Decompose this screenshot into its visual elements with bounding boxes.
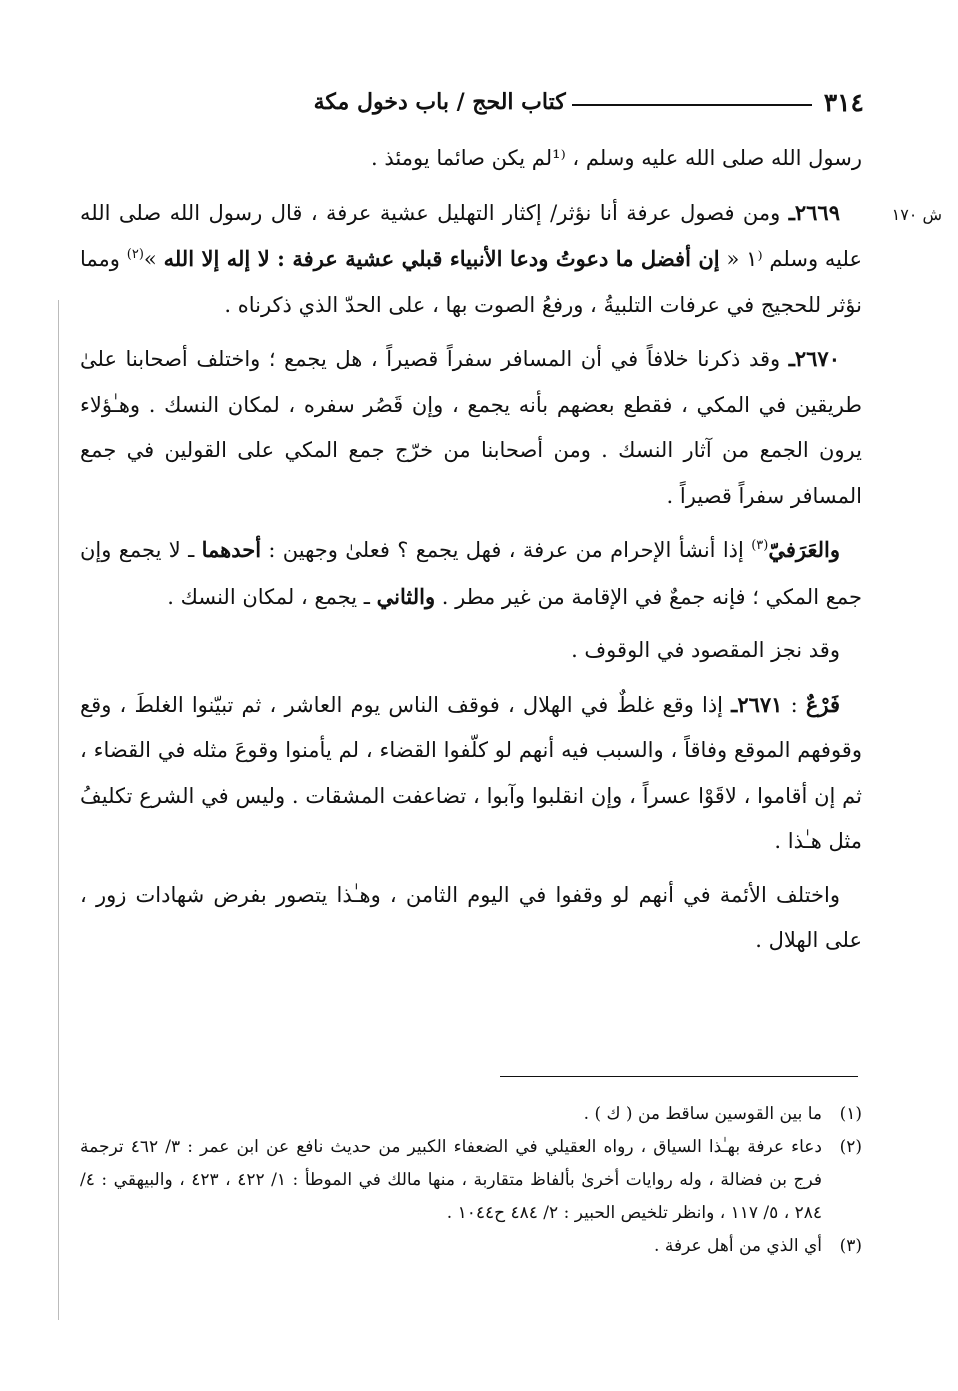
paragraph-last: واختلف الأئمة في أنهم لو وقفوا في اليوم الثامن ، وهـٰذا يتصور بفرض شهادات زور ، على الهلال . <box>80 882 862 952</box>
main-text <box>80 136 862 964</box>
hadith-text: إن أفضل ما دعوتُ ودعا الأنبياء قبلي عشية عرفة : لا إله إلا الله <box>163 246 720 271</box>
footnote-separator <box>500 1076 858 1077</box>
footnote-text: ما بين القوسين ساقط من ( ك ) . <box>583 1104 822 1124</box>
paragraph-2669 <box>80 190 862 329</box>
far-label: فَرْعٌ <box>805 691 840 717</box>
footnote-number: (٣) <box>839 1236 862 1256</box>
header-title: كتاب الحج / باب دخول مكة <box>313 89 566 115</box>
paragraph-2670 <box>80 336 862 519</box>
paragraph-number: ٢٦٦٩ـ <box>788 199 840 225</box>
footnote-text: دعاء عرفة بهـٰذا السياق ، رواه العقيلي في الضعفاء الكبير من حديث نافع عن ابن عمر : ٣/ ٤٦٢ ترجمة فرج بن فضالة ، وله روايات أخرىٰ بألفاظ متقاربة ، منها مالك في الموطأ : ١/ ٤٢٢ ، ٤٢٣ ، والبيهقي : ٤/ ٢٨٤ ، ٥/ ١١٧ ، وانظر تلخيص الحبير : ٢/ ٤٨٤ ح١٠٤٤ . <box>80 1137 822 1223</box>
paragraph-text: وقد ذكرنا خلافاً في أن المسافر سفراً قصيراً ، هل يجمع ؛ واختلف أصحابنا علىٰ طريقين في المكي ، فقطع بعضهم بأنه يجمع ، وإن قَصُر سفره ، لمكان النسك . وهـٰؤلاء يرون الجمع من آثار النسك . ومن أصحابنا من خرّج جمع المكي على القولين في جمع المسافر سفراً قصيراً . <box>80 347 862 508</box>
footnote-ref: (٢) <box>126 247 144 262</box>
paragraph-continuation: رسول الله صلى الله عليه وسلم ، ⁽¹لم يكن صائما يومئذ . <box>371 146 862 170</box>
footnote-item <box>80 1131 862 1230</box>
paragraph-text: » <box>143 247 164 271</box>
paragraph-text: ـ يجمع ، لمكان النسك . <box>167 584 377 609</box>
footnote-ref: (٣) <box>751 538 769 553</box>
term-bold: والعَرَفيّ <box>768 537 840 562</box>
footnote-number: (١) <box>839 1104 862 1124</box>
scan-edge-line <box>58 300 59 1320</box>
paragraph-wuquf: وقد نجز المقصود في الوقوف . <box>571 638 840 662</box>
running-header <box>78 82 864 122</box>
footnote-item <box>80 1098 862 1131</box>
margin-note: ش ١٧٠ <box>891 205 942 224</box>
paragraph-text: ـ لا يجمع وإن جمع المكي ؛ فإنه جمعٌ في الإقامة من غير مطر . <box>80 538 862 609</box>
footnotes <box>80 1098 862 1263</box>
paragraph-text: ومما نؤثر للحجيج في عرفات التلبيةُ ، ورفعُ الصوت بها ، على الحدّ الذي ذكرناه . <box>80 247 862 317</box>
footnote-item <box>80 1230 862 1263</box>
term-bold: والثاني <box>376 583 436 609</box>
term-bold: أحدهما <box>201 537 262 562</box>
paragraph-arafi <box>80 527 862 620</box>
paragraph-number: ٢٦٧١ـ <box>731 691 783 717</box>
page-number: ٣١٤ <box>823 87 864 117</box>
paragraph-text: ومن فصول عرفة أنا نؤثر/ إكثار التهليل عشية عرفة ، قال رسول الله صلى الله عليه وسلم ⁽١ « <box>80 200 862 271</box>
header-rule <box>572 104 812 106</box>
paragraph-number: ٢٦٧٠ـ <box>788 346 840 371</box>
paragraph-text: : <box>782 692 806 717</box>
footnote-number: (٢) <box>839 1137 862 1157</box>
footnote-text: أي الذي من أهل عرفة . <box>654 1236 822 1256</box>
paragraph-2671 <box>80 682 862 865</box>
paragraph-text: إذا أنشأ الإحرام من عرفة ، فهل يجمع ؟ فعلىٰ وجهين : <box>261 538 752 562</box>
paragraph-text: إذا وقع غلطٌ في الهلال ، فوقف الناس يوم العاشر ، ثم تبيّنوا الغلطَ ، وقع وقوفهم الموقع وفاقاً ، والسبب فيه أنهم لو كلّفوا القضاء ، لم يأمنوا وقوعَ مثله في القضاء ، ثم إن أقاموا ، لاقَوْا عسراً ، وإن انقلبوا وآبوا ، تضاعفت المشقات . وليس في الشرع تكليفُ مثل هـٰذا . <box>80 692 862 853</box>
